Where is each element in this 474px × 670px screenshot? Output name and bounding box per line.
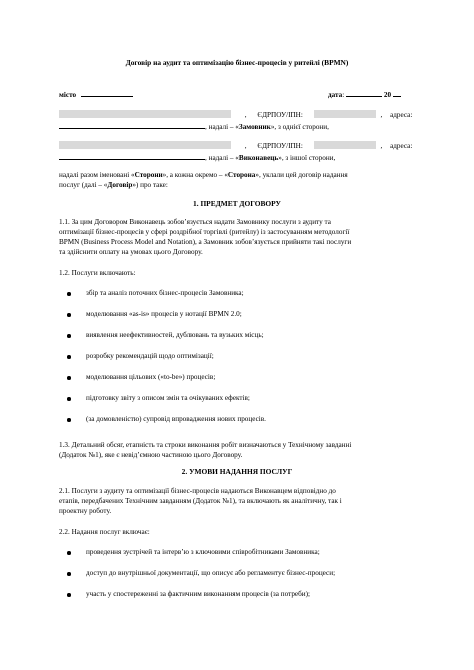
date-blank[interactable]: [346, 89, 382, 97]
city-blank[interactable]: [81, 89, 133, 97]
bullet-dot: [67, 355, 71, 359]
bullet-dot: [67, 397, 71, 401]
p21-line: етапів, передбачених Технічним завданням (Додаток №1), та включають як аналітичну, так і: [59, 497, 342, 505]
party1-edrpou-field[interactable]: [314, 110, 376, 118]
p11-line: 1.1. За цим Договором Виконавець зобов’язується надати Замовнику послуги з аудиту та: [59, 218, 331, 226]
p21-line: 2.1. Послуги з аудиту та оптимізації бізнес-процесів надаються Виконавцем відповідно до: [59, 487, 336, 495]
list-item: моделювання «as-is» процесів у нотації BPMN 2.0;: [86, 310, 242, 318]
party1-row1: , ЄДРПОУ/ІПН: , адреса:: [59, 110, 412, 120]
p22-text: 2.2. Надання послуг включає:: [59, 528, 150, 536]
party2-edrpou-label: ЄДРПОУ/ІПН:: [257, 142, 303, 150]
bullet-dot: [67, 292, 71, 296]
bullet-dot: [67, 572, 71, 576]
list-item: (за домовленістю) супровід впровадження нових процесів.: [86, 415, 266, 423]
bullet-dot: [67, 334, 71, 338]
party2-row1: , ЄДРПОУ/ІПН: , адреса:: [59, 141, 412, 151]
p11-line: та здійснити оплату на умовах цього Договору.: [59, 248, 203, 256]
party1-name-field[interactable]: [59, 110, 231, 118]
intro-line-2: послуг (далі – «Договір») про таке:: [59, 181, 168, 189]
party2-role: Виконавець: [238, 154, 279, 162]
list-item: моделювання цільових («to-be») процесів;: [86, 373, 216, 381]
party1-address-label: адреса:: [390, 111, 413, 119]
party2-address-label: адреса:: [390, 142, 413, 150]
party1-row2: , надалі – «Замовник», з однієї сторони,: [59, 121, 329, 132]
city-line: [59, 89, 133, 100]
party1-address-blank[interactable]: [59, 121, 205, 129]
party1-role: Замовник: [238, 123, 271, 131]
intro-line-1: надалі разом іменовані «Сторони», а кожна окремо – «Сторона», уклали цей договір надання: [59, 171, 348, 179]
party2-address-blank[interactable]: [59, 152, 205, 160]
party2-edrpou-field[interactable]: [314, 141, 376, 149]
date-label: дата: [328, 91, 343, 99]
list-item: проведення зустрічей та інтерв’ю з ключовими співробітниками Замовника;: [86, 548, 320, 556]
document-title: Договір на аудит та оптимізацію бізнес-процесів у ритейлі (BPMN): [125, 58, 349, 67]
list-item: доступ до внутрішньої документації, що описує або регламентує бізнес-процеси;: [86, 569, 336, 577]
p13-line: 1.3. Детальний обсяг, етапність та строки виконання робіт визначаються у Технічному завданні: [59, 441, 352, 449]
p21-line: проектну роботу.: [59, 507, 112, 515]
bullet-dot: [67, 593, 71, 597]
party2-row2: , надалі – «Виконавець», з іншої сторони,: [59, 152, 335, 163]
p11-line: BPMN (Business Process Model and Notation), а Замовник зобов’язується прийняти такі послуги: [59, 238, 352, 246]
bullet-dot: [67, 551, 71, 555]
list-item: участь у спостереженні за фактичним виконанням процесів (за потреби);: [86, 590, 311, 598]
p11-line: оптимізації бізнес-процесів у сфері роздрібної торгівлі (ритейлу) із застосуванням методології: [59, 228, 350, 236]
list-item: підготовку звіту з описом змін та очікуваних ефектів;: [86, 394, 250, 402]
date-line: дата: 20: [328, 89, 401, 100]
bullet-dot: [67, 376, 71, 380]
date-year: 20: [383, 91, 392, 99]
p13-line: (Додаток №1), яке є невід’ємною частиною цього Договору.: [59, 451, 243, 459]
list-item: розробку рекомендацій щодо оптимізації;: [86, 352, 214, 360]
section2-heading: 2. УМОВИ НАДАННЯ ПОСЛУГ: [181, 467, 293, 476]
city-label: місто: [59, 91, 77, 99]
party2-name-field[interactable]: [59, 141, 231, 149]
list-item: збір та аналіз поточних бізнес-процесів Замовника;: [86, 289, 244, 297]
list-item: виявлення неефективностей, дублювань та вузьких місць;: [86, 331, 264, 339]
p12-text: 1.2. Послуги включають:: [59, 269, 136, 277]
bullet-dot: [67, 313, 71, 317]
party1-edrpou-label: ЄДРПОУ/ІПН:: [257, 111, 303, 119]
section1-heading: 1. ПРЕДМЕТ ДОГОВОРУ: [193, 199, 281, 208]
year-blank[interactable]: [393, 89, 401, 97]
bullet-dot: [67, 418, 71, 422]
